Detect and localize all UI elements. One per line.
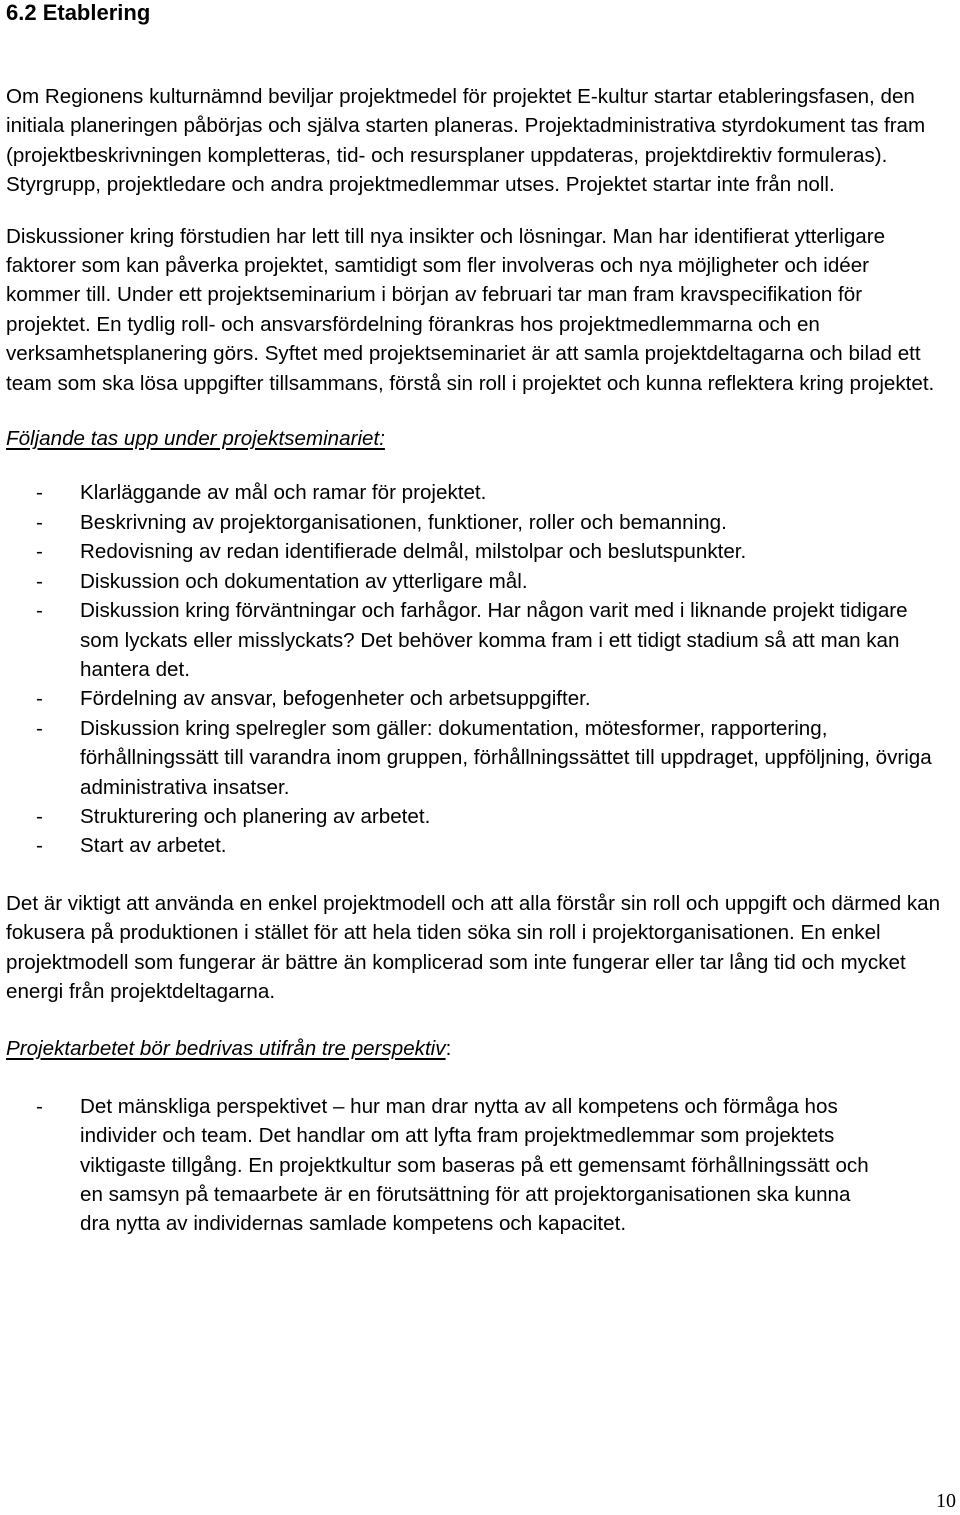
list-dash: -: [36, 687, 43, 711]
list-item: [6, 802, 946, 831]
list-dash: -: [36, 1094, 43, 1118]
seminar-list-intro: [6, 424, 952, 453]
list-item: [6, 567, 946, 596]
seminar-list: [6, 478, 946, 860]
list-item-text: Diskussion och dokumentation av ytterligare mål.: [80, 569, 528, 593]
perspective-list-intro-text: Projektarbetet bör bedrivas utifrån tre perspektiv: [6, 1037, 446, 1061]
list-item: [6, 508, 946, 537]
list-item-text: Det mänskliga perspektivet – hur man drar nytta av all kompetens och förmåga hos individer och team. Det handlar om att lyfta fram projektmedlemmar som projektets viktigaste tillgång. En projektkultur som baseras på ett gemensamt förhållningssätt och en samsyn på temaarbete är en förutsättning för att projektorganisationen ska kunna dra nytta av individernas samlade kompetens och kapacitet.: [80, 1094, 869, 1236]
list-dash: -: [36, 569, 43, 593]
paragraph-diskussioner: Diskussioner kring förstudien har lett till nya insikter och lösningar. Man har identifierat ytterligare faktorer som kan påverka projektet, samtidigt som fler involveras och nya möjligheter och idéer kommer till. Under ett projektseminarium i början av februari tar man fram kravspecifikation för projektet. En tydlig roll- och ansvarsfördelning förankras hos projektmedlemmarna och en verksamhetsplanering görs. Syftet med projektseminariet är att samla projektdeltagarna och bilad ett team som ska lösa uppgifter tillsammans, förstå sin roll i projektet och kunna reflektera kring projektet.: [6, 224, 935, 395]
list-item: [6, 684, 946, 713]
seminar-list-intro-text: Följande tas upp under projektseminariet:: [6, 427, 385, 451]
paragraph-etablering-intro: Om Regionens kulturnämnd beviljar projektmedel för projektet E-kultur startar etableringsfasen, den initiala planeringen påbörjas och själva starten planeras. Projektadministrativa styrdokument tas fram (projektbeskrivningen kompletteras, tid- och resursplaner uppdateras, projektdirektiv formuleras). Styrgrupp, projektledare och andra projektmedlemmar utses. Projektet startar inte från noll.: [6, 85, 926, 197]
document-page: [6, 0, 952, 1239]
list-item: [6, 537, 946, 566]
list-dash: -: [36, 716, 43, 740]
list-item-text: Redovisning av redan identifierade delmål, milstolpar och beslutspunkter.: [80, 540, 747, 564]
perspective-list-intro: [6, 1034, 952, 1063]
perspective-list: [6, 1092, 880, 1239]
list-item: [6, 478, 946, 507]
list-item-text: Diskussion kring förväntningar och farhågor. Har någon varit med i liknande projekt tidigare som lyckats eller misslyckats? Det behöver komma fram i ett tidigt stadium så att man kan hantera det.: [80, 599, 908, 681]
list-item-text: Fördelning av ansvar, befogenheter och arbetsuppgifter.: [80, 687, 591, 711]
page-number: 10: [936, 1490, 956, 1512]
list-item-text: Beskrivning av projektorganisationen, funktioner, roller och bemanning.: [80, 510, 727, 534]
list-item-text: Strukturering och planering av arbetet.: [80, 804, 431, 828]
list-dash: -: [36, 540, 43, 564]
list-item-text: Klarläggande av mål och ramar för projektet.: [80, 481, 487, 505]
list-dash: -: [36, 834, 43, 858]
paragraph-projektmodell: Det är viktigt att använda en enkel projektmodell och att alla förstår sin roll och uppgift och därmed kan fokusera på produktionen i stället för att hela tiden söka sin roll i projektorganisationen. En enkel projektmodell som fungerar är bättre än komplicerad som inte fungerar eller tar lång tid och mycket energi från projektdeltagarna.: [6, 891, 941, 1003]
list-item: [6, 596, 946, 684]
section-heading: 6.2 Etablering: [6, 0, 151, 25]
list-dash: -: [36, 599, 43, 623]
list-dash: -: [36, 510, 43, 534]
list-item-text: Start av arbetet.: [80, 834, 227, 858]
list-item: [6, 714, 946, 802]
list-dash: -: [36, 481, 43, 505]
list-item: [6, 831, 946, 860]
list-item-text: Diskussion kring spelregler som gäller: dokumentation, mötesformer, rapportering, förhållningssätt till varandra inom gruppen, förhållningssättet till uppdraget, uppföljning, övriga administrativa insatser.: [80, 716, 932, 799]
perspective-list-intro-colon: :: [445, 1037, 452, 1061]
list-dash: -: [36, 804, 43, 828]
list-item: [6, 1092, 880, 1239]
